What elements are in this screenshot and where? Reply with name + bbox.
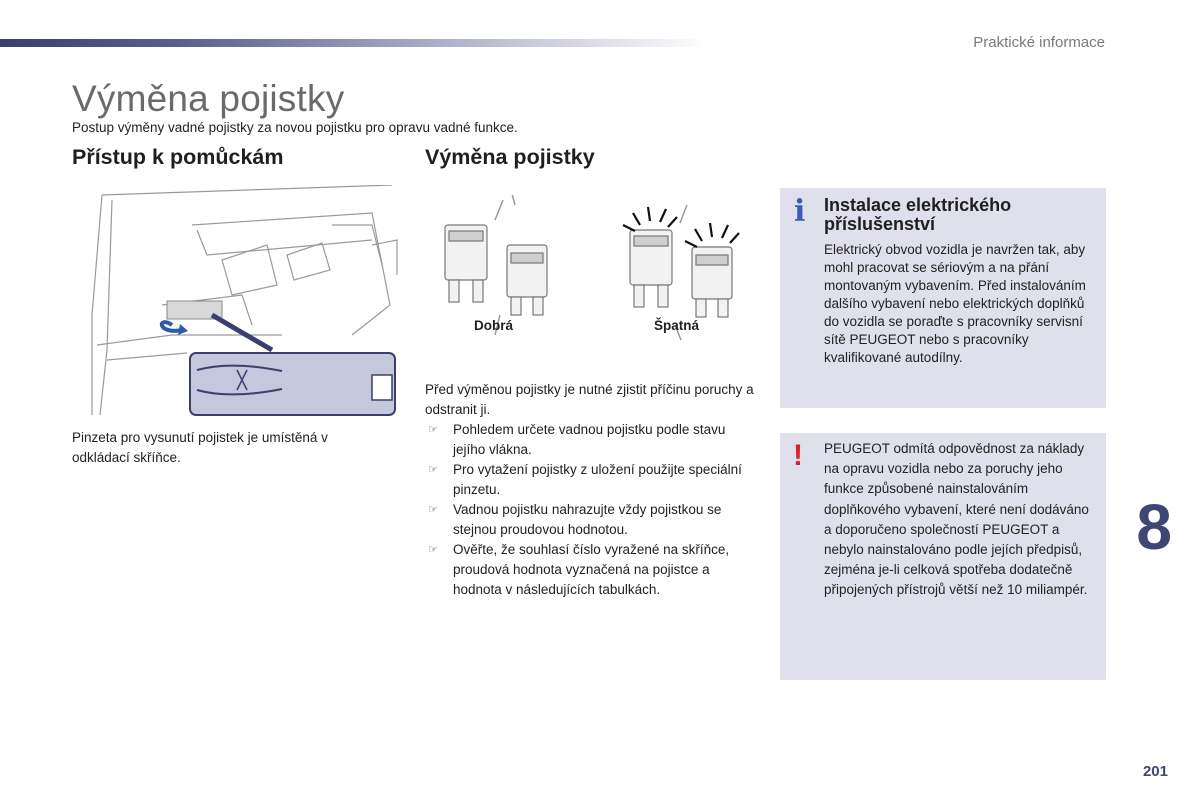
pointing-hand-icon: ☞ [428, 544, 438, 556]
glovebox-illustration [72, 185, 402, 420]
bad-fuse-left-icon [630, 230, 672, 307]
good-fuse-left-icon [445, 225, 487, 302]
fuse-label-bad: Špatná [654, 318, 700, 333]
pointing-hand-icon: ☞ [428, 464, 438, 476]
pointing-hand-icon: ☞ [428, 424, 438, 436]
glovebox-drawing [72, 185, 402, 420]
warning-box [780, 433, 1106, 680]
section-header: Praktické informace [973, 34, 1105, 51]
fuse-label-good: Dobrá [474, 318, 514, 333]
fuse-replacement-intro: Před výměnou pojistky je nutné zjistit příčinu poruchy a odstranit ji. [425, 382, 754, 417]
middle-column-heading: Výměna pojistky [425, 145, 595, 169]
page-number: 201 [1142, 763, 1168, 780]
good-fuse-right-icon [507, 245, 547, 315]
info-icon: i [794, 194, 806, 229]
left-column-paragraph: Pinzeta pro vysunutí pojistek je umístěná v odkládací skříňce. [72, 430, 328, 465]
info-box [780, 188, 1106, 408]
chapter-number: 8 [1136, 491, 1172, 563]
bad-fuse-right-icon [692, 247, 732, 317]
pointing-hand-icon: ☞ [428, 504, 438, 516]
step-item: ☞ Vadnou pojistku nahrazujte vždy pojistkou se stejnou proudovou hodnotou. [428, 502, 722, 537]
fuse-replacement-steps [425, 420, 755, 600]
fuse-replacement-text [425, 380, 755, 600]
left-column-heading: Přístup k pomůckám [72, 145, 284, 169]
warning-box-text: PEUGEOT odmítá odpovědnost za náklady na opravu vozidla nebo za poruchy jeho funkce způsobené nainstalováním doplňkového vybavení, které není dodáváno a doporučeno společností PEUGEOT a nebylo nainstalováno podle jejích předpisů, zejména je-li celková spotřeba dodatečně připojených přístrojů větší než 10 miliampér. [824, 441, 1089, 598]
warning-icon: ! [793, 439, 803, 472]
info-box-title: Instalace elektrického příslušenství [824, 195, 1012, 234]
step-item: ☞ Pohledem určete vadnou pojistku podle stavu jejího vlákna. [428, 422, 726, 457]
step-item: ☞ Ověřte, že souhlasí číslo vyražené na skříňce, proudová hodnota vyznačená na pojistce a hodnota v následujících tabulkách. [428, 542, 730, 597]
page-subtitle: Postup výměny vadné pojistky za novou pojistku pro opravu vadné funkce. [72, 120, 518, 135]
header-gradient-rule [0, 39, 710, 47]
page-title: Výměna pojistky [72, 78, 345, 119]
step-item: ☞ Pro vytažení pojistky z uložení použijte speciální pinzetu. [428, 462, 742, 497]
info-box-text: Elektrický obvod vozidla je navržen tak, aby mohl pracovat se sériovým a na přání montovaným vybavením. Před instalováním dalšího vybavení nebo elektrických doplňků do vozidla se poraďte s pracovníky servisní sítě PEUGEOT nebo s pracovníky kvalifikované autodílny. [824, 242, 1086, 365]
